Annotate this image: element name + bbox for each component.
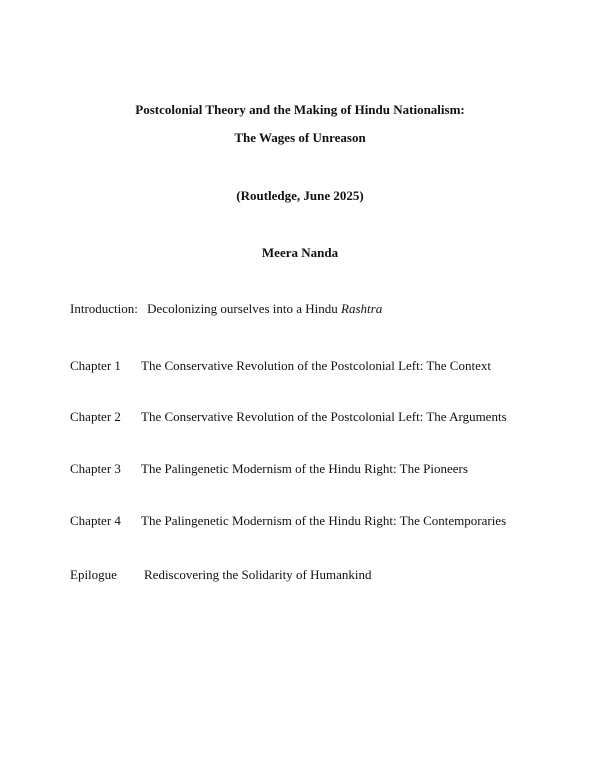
introduction-text: Decolonizing ourselves into a Hindu	[147, 301, 338, 316]
book-title: Postcolonial Theory and the Making of Hindu Nationalism:	[135, 102, 465, 117]
chapter-label: Chapter 3	[70, 461, 121, 476]
chapter-title: The Palingenetic Modernism of the Hindu Right: The Contemporaries	[141, 513, 507, 528]
publisher-info: (Routledge, June 2025)	[236, 188, 364, 203]
introduction-entry	[70, 301, 382, 317]
chapter-entry	[70, 513, 506, 529]
chapter-entry	[70, 409, 507, 425]
introduction-label: Introduction:	[70, 301, 138, 316]
epilogue-title: Rediscovering the Solidarity of Humankind	[144, 567, 372, 582]
introduction-title	[147, 301, 382, 317]
author-name: Meera Nanda	[261, 245, 339, 260]
chapter-label: Chapter 1	[70, 358, 121, 373]
chapter-label: Chapter 2	[70, 409, 121, 424]
introduction-italic: Rashtra	[341, 301, 383, 316]
chapter-entry	[70, 461, 468, 477]
chapter-title: The Conservative Revolution of the Postcolonial Left: The Arguments	[141, 409, 507, 424]
epilogue-entry	[70, 567, 371, 583]
book-subtitle: The Wages of Unreason	[234, 130, 366, 145]
chapter-label: Chapter 4	[70, 513, 121, 528]
chapter-title: The Conservative Revolution of the Postcolonial Left: The Context	[141, 358, 491, 373]
epilogue-label: Epilogue	[70, 567, 117, 582]
chapter-entry	[70, 358, 491, 374]
chapter-title: The Palingenetic Modernism of the Hindu Right: The Pioneers	[141, 461, 468, 476]
